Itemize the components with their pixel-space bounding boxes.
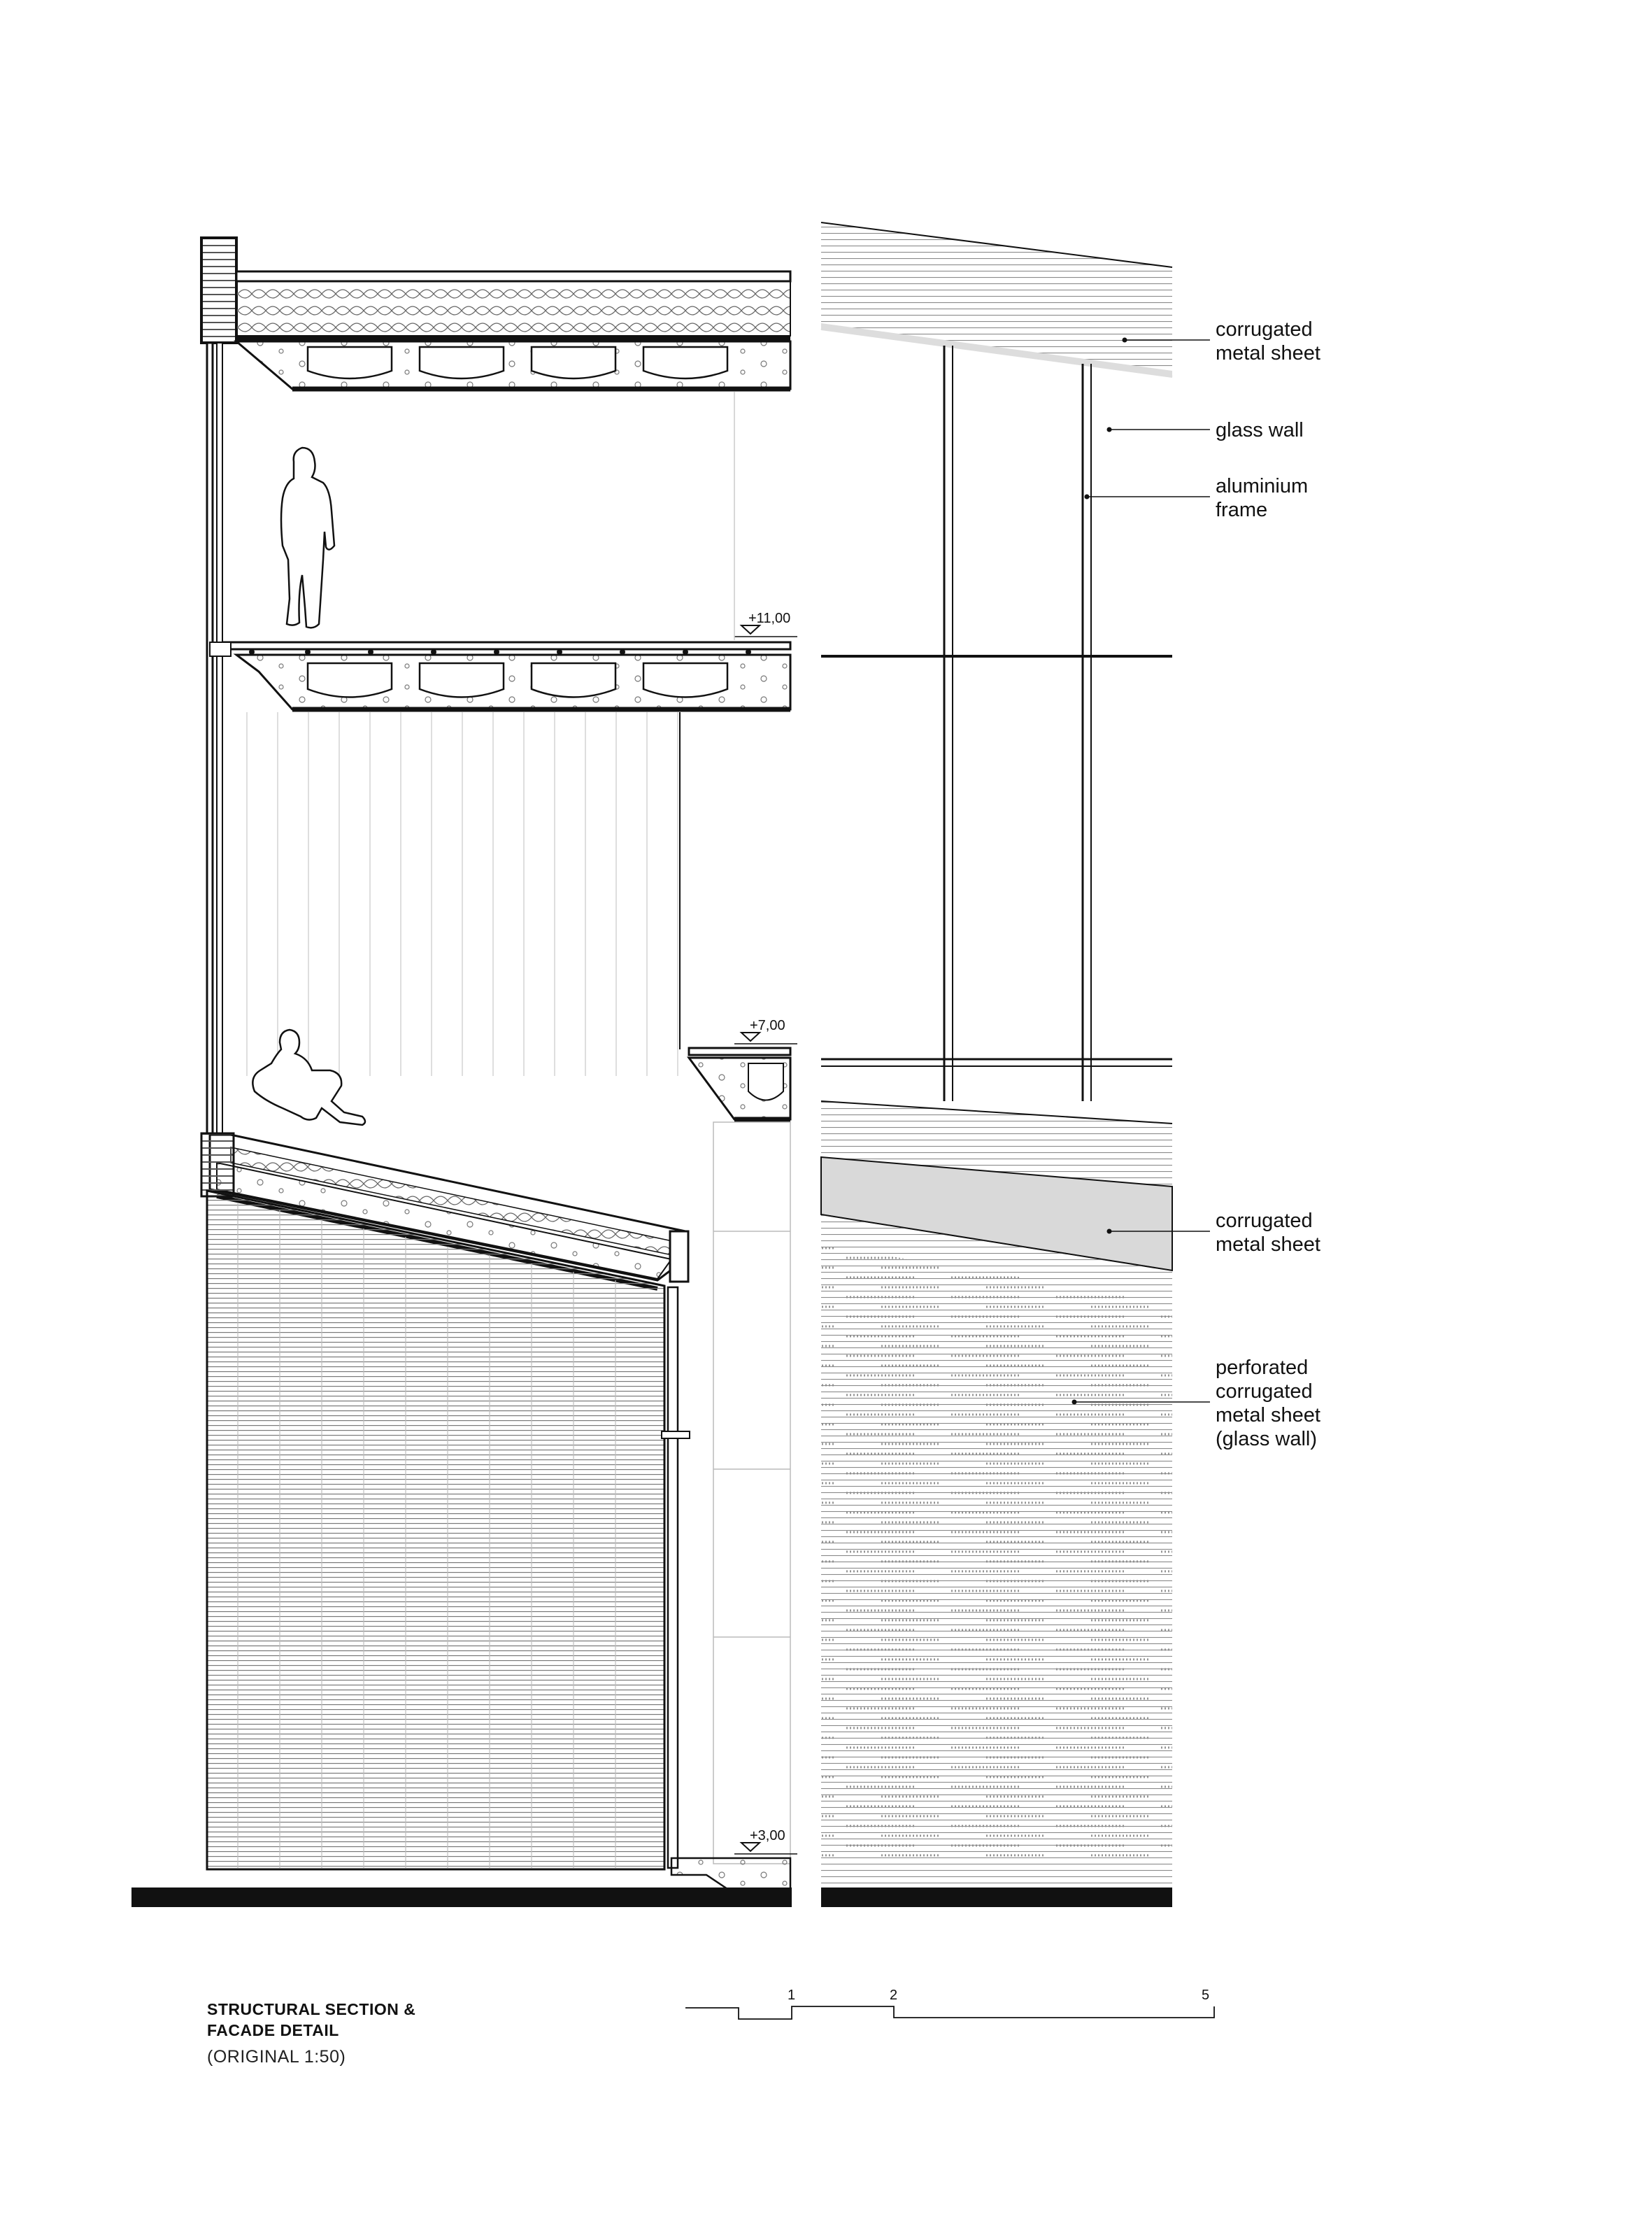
scale-tick-1: 1 (788, 1988, 796, 2003)
interior-column (668, 1287, 678, 1868)
title-line2: FACADE DETAIL (207, 2021, 339, 2039)
floor-finish (224, 642, 790, 649)
title-line1: STRUCTURAL SECTION & (207, 2000, 416, 2018)
level-ground: +3,00 (750, 1828, 785, 1843)
bracket (662, 1431, 690, 1438)
label-roof-sheet: corrugated metal sheet (1216, 318, 1320, 364)
lower-facade (207, 1191, 664, 1869)
title-block (207, 2000, 415, 2067)
person-standing (281, 448, 334, 628)
roof-membrane (236, 271, 790, 281)
roof-parapet (201, 238, 236, 343)
label-lower-sheet: corrugated metal sheet (1216, 1210, 1320, 1256)
level-marker-top (734, 625, 797, 637)
title-note: (ORIGINAL 1:50) (207, 2047, 346, 2067)
floor-slab (236, 655, 790, 709)
ground-base-left (131, 1888, 792, 1907)
level-top: +11,00 (748, 611, 791, 626)
scale-tick-2: 2 (890, 1988, 898, 2003)
level-marker-mid (734, 1033, 797, 1044)
label-glass-wall: glass wall (1216, 419, 1304, 441)
roof-insulation (236, 281, 790, 336)
level-marker-ground (734, 1843, 797, 1854)
upper-wall-inner (217, 343, 222, 1133)
structural-section (131, 238, 797, 1907)
level-mid: +7,00 (750, 1018, 785, 1033)
upper-wall-outer (207, 343, 213, 1133)
roof-slab (236, 341, 790, 389)
scale-tick-5: 5 (1202, 1988, 1210, 2003)
facade-elevation (821, 222, 1172, 1907)
label-frame: aluminium frame (1216, 475, 1309, 521)
ground-slab (671, 1858, 790, 1889)
slab-connector (210, 642, 231, 656)
label-perforated: perforated corrugated metal sheet (glass wall) (1216, 1357, 1320, 1450)
interior-glazing (713, 1122, 790, 1864)
scale-bar (685, 1988, 1214, 2019)
ground-base-right (821, 1888, 1172, 1907)
gutter (670, 1231, 688, 1282)
atrium-cladding (231, 712, 678, 1076)
mezzanine-slab (689, 1048, 790, 1119)
glass-wall (821, 346, 1172, 1101)
